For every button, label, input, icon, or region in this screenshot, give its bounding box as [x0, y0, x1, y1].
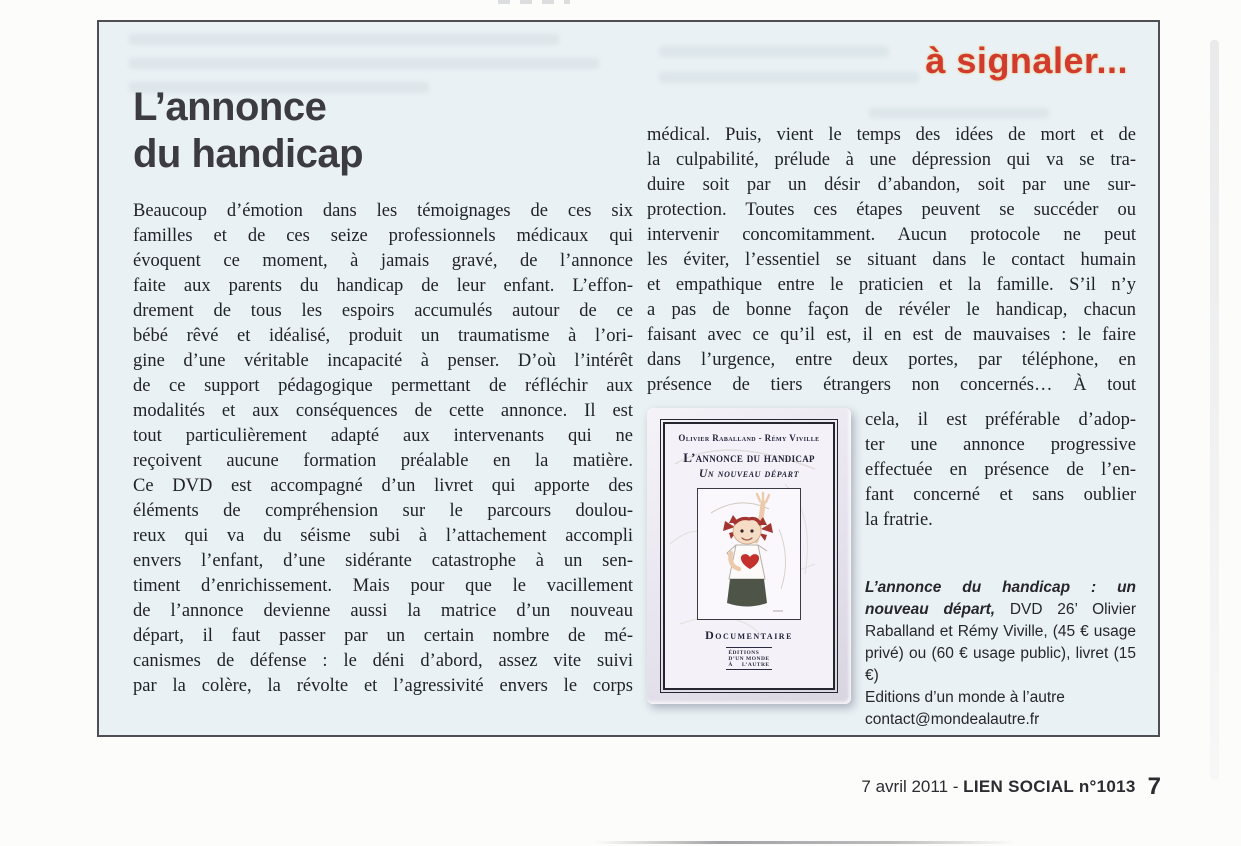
cover-genre: Documentaire [705, 628, 793, 642]
text-line: éléments de compréhension sur le parcours doulou- [133, 501, 633, 521]
footer-magazine-name: LIEN SOCIAL n°1013 [963, 777, 1136, 796]
text-line: a pas de bonne façon de révéler le handicap, chacun [647, 300, 1136, 320]
section-label: à signaler... [925, 40, 1128, 81]
cover-title: L’annonce du handicap [683, 450, 815, 465]
show-through-ghost [659, 46, 889, 57]
text-line: gine d’une véritable incapacité à penser. D’où l’intérêt [133, 351, 633, 371]
text-line: les éviter, l’essentiel se situant dans le contact humain [647, 250, 1136, 270]
text-line: ter une annonce progressive [865, 435, 1136, 455]
image-and-wrap-row [647, 408, 1136, 731]
article-title-line: du handicap [133, 132, 364, 176]
caption-publisher: Editions d’un monde à l’autre [865, 689, 1065, 706]
footer-date: 7 avril 2011 - [861, 777, 964, 796]
text-line: reux qui va du séisme subi à l’attachement accompli [133, 526, 633, 546]
caption-email: contact@mondealautre.fr [865, 711, 1040, 728]
caption-details: DVD 26’ Olivier Raballand et Rémy Viville, (45 € usage privé) ou (60 € usage public), livret (15 €) [865, 601, 1137, 684]
article-left-column [133, 199, 633, 699]
text-line: de ce support pédagogique permettant de réfléchir aux [133, 376, 633, 396]
text-line: reçoivent aucune formation préalable en la matière. [133, 451, 633, 471]
text-line: médical. Puis, vient le temps des idées de mort et de [647, 125, 1136, 145]
text-line: timent d’enrichissement. Mais pour que le vacillement [133, 576, 633, 596]
show-through-ghost [659, 72, 919, 83]
text-line: départ, il faut passer par un certain nombre de mé- [133, 626, 633, 646]
text-line: bébé rêvé et idéalisé, produit un traumatisme à l’ori- [133, 326, 633, 346]
cover-publisher-logo [726, 647, 771, 670]
article-wrap-text [865, 408, 1136, 533]
text-line: modalités et aux conséquences de cette annonce. Il est [133, 401, 633, 421]
dvd-cover-front [663, 422, 835, 690]
scan-artifact-bottom [595, 841, 1015, 844]
page-footer [861, 773, 1161, 801]
text-line: envers l’enfant, d’une sidérante catastrophe à un sen- [133, 551, 633, 571]
wrap-right-block [865, 408, 1136, 731]
text-line: tout particulièrement adapté aux intervenants qui ne [133, 426, 633, 446]
text-line: canismes de défense : le déni d’abord, assez vite suivi [133, 651, 633, 671]
text-line: cela, il est préférable d’adop- [865, 410, 1136, 430]
article-panel [97, 20, 1160, 737]
text-line: ÉDITIONS [728, 649, 760, 656]
article-right-column-text [647, 123, 1136, 398]
article-title-line: L’annonce [133, 85, 327, 129]
text-line: et empathique entre le praticien et la famille. S’il n’y [647, 275, 1136, 295]
text-line: de l’annonce devienne aussi la matrice d’un nouveau [133, 601, 633, 621]
show-through-ghost [869, 108, 1049, 118]
cover-authors: Olivier Raballand - Rémy Viville [678, 433, 820, 443]
cover-subtitle: Un nouveau départ [698, 468, 800, 480]
text-line: la fratrie. [865, 510, 933, 530]
caption-paragraph [865, 577, 1136, 687]
scan-artifact-top [498, 0, 570, 4]
caption-title: L’annonce du handicap : un nouveau départ, [865, 579, 1136, 618]
text-line: intervenir concomitamment. Aucun protocole ne peut [647, 225, 1136, 245]
text-line: D’UN MONDE [728, 655, 770, 662]
article-right-column [647, 123, 1136, 731]
text-line: faite aux parents du handicap de leur enfant. L’effon- [133, 276, 633, 296]
scan-artifact-right-edge [1210, 40, 1219, 780]
text-line: protection. Toutes ces étapes peuvent se succéder ou [647, 200, 1136, 220]
girl-illustration [698, 489, 800, 619]
text-line: fant concerné et sans oublier [865, 485, 1136, 505]
text-line: Beaucoup d’émotion dans les témoignages de ces six [133, 201, 633, 221]
text-line: Ce DVD est accompagné d’un livret qui apporte des [133, 476, 633, 496]
text-line: familles et de ces seize professionnels médicaux qui [133, 226, 633, 246]
text-line: dans l’urgence, entre deux portes, par téléphone, en [647, 350, 1136, 370]
cover-illustration [697, 488, 801, 620]
show-through-ghost [129, 58, 599, 69]
footer-page-number: 7 [1147, 773, 1161, 800]
text-line: présence de tiers étrangers non concernés… À tout [647, 375, 1136, 395]
text-line: faisant avec ce qu’il est, il en est de mauvaises : le faire [647, 325, 1136, 345]
text-line: À L’AUTRE [728, 661, 770, 668]
dvd-cover-thumbnail [647, 408, 851, 704]
text-line: la culpabilité, prélude à une dépression qui va se tra- [647, 150, 1136, 170]
text-line: drement de tous les espoirs accumulés autour de ce [133, 301, 633, 321]
text-line: par la colère, la révolte et l’agressivité envers le corps [133, 676, 633, 696]
text-line: effectuée en présence de l’en- [865, 460, 1136, 480]
text-line: évoquent ce moment, à jamais gravé, de l’annonce [133, 251, 633, 271]
text-line: duire soit par un désir d’abandon, soit par une sur- [647, 175, 1136, 195]
show-through-ghost [129, 34, 559, 45]
article-title [133, 84, 363, 178]
dvd-caption [865, 577, 1136, 731]
